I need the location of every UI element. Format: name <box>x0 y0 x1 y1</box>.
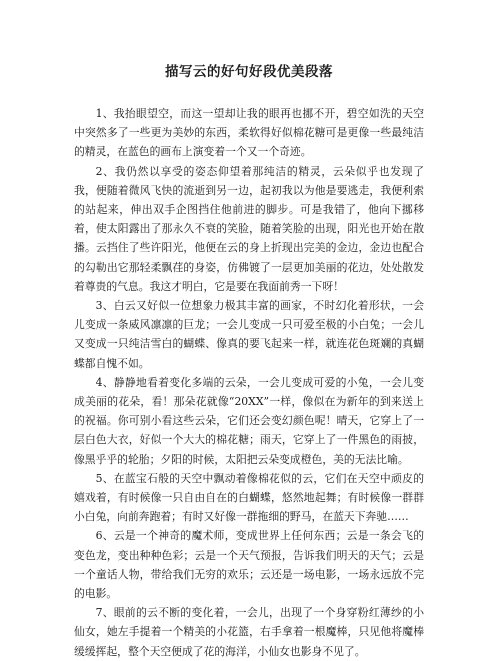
paragraph-6: 6、云是一个神奇的魔术师，变成世界上任何东西；云是一条会飞的变色龙，变出种种色彩；云是一个天气预报，告诉我们明天的天气；云是一个童话人物，带给我们无穷的欢乐；云还是一场电影，一场永远放不完的电影。 <box>74 529 424 601</box>
paragraph-1: 1、我抬眼望空，而这一望却让我的眼再也挪不开，碧空如洗的天空中突然多了一些更为美妙的东西，柔软得好似棉花糖可是更像一些最纯洁的精灵，在蓝色的画布上演变着一个又一个奇迹。 <box>74 107 424 159</box>
paragraph-4: 4、静静地看着变化多端的云朵，一会儿变成可爱的小兔，一会儿变成美丽的花朵，看！那朵花就像“20XX”一样，像似在为新年的到来送上的祝福。你可别小看这些云朵，它们还会变幻颜色呢！晴天，它穿上了一层白色大衣，好似一个大大的棉花糖；雨天，它穿上了一件黑色的雨披，像黑乎乎的轮胎；夕阳的时候，太阳把云朵变成橙色，美的无法比喻。 <box>74 375 424 466</box>
document-title: 描写云的好句好段优美段落 <box>165 64 333 80</box>
paragraph-3: 3、白云又好似一位想象力极其丰富的画家，不时幻化着形状，一会儿变成一条威风凛凛的巨龙；一会儿变成一只可爱至极的小白兔；一会儿又变成一只纯洁雪白的蝴蝶、像真的要飞起来一样，就连花色斑斓的真蝴蝶都自愧不如。 <box>74 299 424 370</box>
paragraph-7: 7、眼前的云不断的变化着，一会儿，出现了一个身穿粉红薄纱的小仙女，她左手提着一个精美的小花篮，右手拿着一根魔棒，只见他将魔棒缓缓挥起，整个天空便成了花的海洋，小仙女也影身不见了。 <box>74 606 424 658</box>
paragraph-5: 5、在蓝宝石般的天空中飘动着像棉花似的云，它们在天空中顽皮的嬉戏着，有时候像一只自由自在的白蝴蝶，悠然地起舞；有时候像一群群小白兔，向前奔跑着；有时又好像一群拖细的野马，在蓝天下奔驰…… <box>74 471 424 524</box>
paragraph-2: 2、我仍然以享受的姿态仰望着那纯洁的精灵，云朵似乎也发现了我，便随着微风飞快的流逝到另一边，起初我以为他是要逃走，我便利索的站起来，伸出双手企图挡住他前进的脚步。可是我错了，他向下挪移着，使太阳露出了那永久不衰的笑脸，随着笑脸的出现，阳光也开始在散播。云挡住了些许阳光，他便在云的身上折现出完美的金边，金边也配合的勾勒出它那轻柔飘荏的身姿，仿佛镀了一层更加美丽的花边，处处散发着尊贵的气息。我这才明白，它是要在我面前秀一下呀！ <box>74 164 424 293</box>
document-body <box>74 104 424 661</box>
